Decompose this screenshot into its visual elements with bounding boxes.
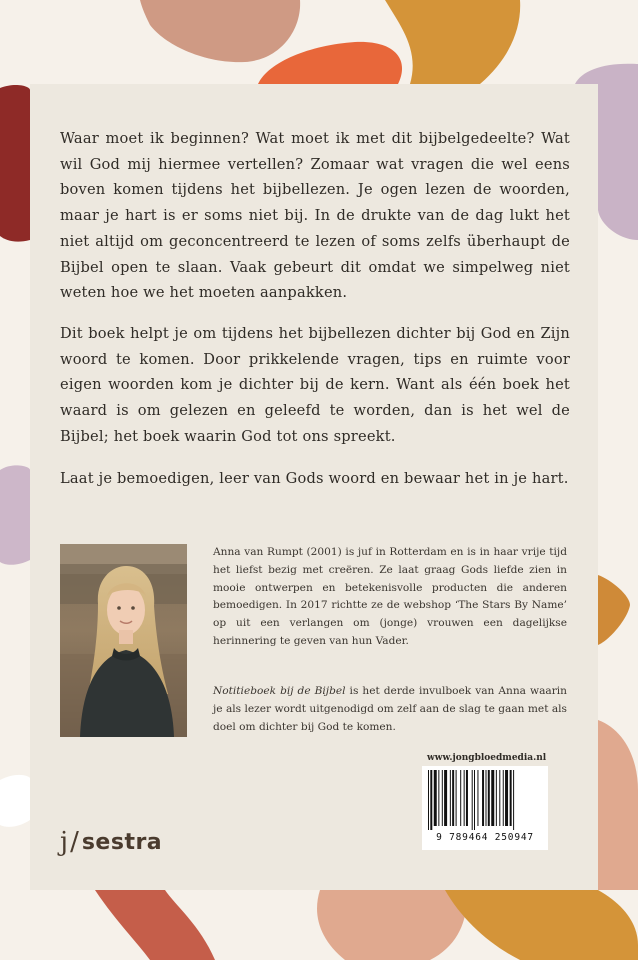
shape-brick-bottom	[95, 890, 215, 960]
intro-paragraph-3: Laat je bemoedigen, leer van Gods woord en bewaar het in je hart.	[60, 470, 569, 487]
barcode-bar	[488, 770, 490, 826]
author-photo	[60, 544, 187, 737]
barcode-bar	[472, 770, 473, 830]
barcode-bar	[428, 770, 429, 830]
barcode-bar	[513, 770, 514, 830]
barcode-bar	[450, 770, 451, 826]
intro-paragraph-1: Waar moet ik beginnen? Wat moet ik met dit bijbelgedeelte? Wat wil God mij hiermee vertellen? Zomaar wat vragen die wel eens boven komen tijdens het bijbellezen. Je ogen lezen de woorden, maar je hart is er soms niet bij. In de drukte van de dag lukt het niet altijd om geconcentreerd te lezen of soms zelfs überhaupt de Bijbel open te slaan. Vaak gebeurt dit omdat we simpelweg niet weten hoe we het moeten aanpakken.	[60, 130, 570, 302]
barcode-bar	[442, 770, 443, 826]
publisher-logo-mark: j	[60, 827, 69, 857]
barcode-bar	[491, 770, 494, 826]
barcode-bar	[460, 770, 461, 826]
shape-ochre-bottom	[445, 890, 638, 960]
barcode-bar	[452, 770, 454, 826]
intro-paragraph-2: Dit boek helpt je om tijdens het bijbellezen dichter bij God en Zijn woord te komen. Door prikkelende vragen, tips en ruimte voor eigen woorden kom je dichter bij de kern. Want als één boek het waard is om gelezen en geleefd te worden, dan is het wel de Bijbel; het boek waarin God tot ons spreekt.	[60, 325, 570, 445]
barcode-bar	[505, 770, 508, 826]
book-description	[213, 683, 567, 736]
shape-peach-bottom	[317, 890, 466, 960]
barcode-bars	[426, 770, 544, 830]
publisher-name: sestra	[81, 829, 163, 855]
barcode-bar	[510, 770, 512, 826]
barcode-bar	[444, 770, 447, 826]
barcode-bar	[496, 770, 497, 826]
publisher-logo	[60, 822, 162, 862]
barcode-bar	[503, 770, 504, 826]
book-title: Notitieboek bij de Bijbel	[213, 685, 346, 697]
shape-red-left	[0, 85, 30, 242]
shape-peach-top	[140, 0, 300, 62]
book-description-text: is het derde invulboek van Anna waarin je als lezer wordt uitgenodigd om zelf aan de slag te gaan met als doel om dichter bij God te komen.	[213, 685, 567, 733]
barcode-bar	[464, 770, 465, 826]
isbn-barcode	[422, 766, 548, 850]
barcode-bar	[430, 770, 432, 830]
barcode-bar	[434, 770, 437, 826]
author-bio: Anna van Rumpt (2001) is juf in Rotterdam en is in haar vrije tijd het liefst bezig met creëren. Ze laat graag Gods liefde zien in mooie ontwerpen en betekenisvolle producten die anderen bemoedigen. In 2017 richtte ze de webshop ‘The Stars By Name’ op uit een verlangen om (jonge) vrouwen een dagelijkse herinnering te geven van hun Vader.	[213, 546, 567, 647]
barcode-bar	[474, 770, 475, 830]
text-panel	[30, 84, 598, 890]
barcode-bar	[466, 770, 468, 826]
isbn-number: 9 789464 250947	[436, 832, 534, 843]
shape-peach-right	[598, 720, 638, 890]
barcode-bar	[499, 770, 500, 826]
logo-slash: /	[70, 827, 79, 857]
shape-ochre-top	[385, 0, 520, 84]
shape-white-left	[0, 775, 30, 827]
barcode-bar	[486, 770, 487, 826]
shape-lilac-left	[0, 465, 30, 564]
publisher-website: www.jongbloedmedia.nl	[427, 753, 547, 763]
shape-ochre-right	[598, 575, 630, 645]
barcode-bar	[438, 770, 439, 826]
barcode-bar	[456, 770, 457, 826]
barcode-bar	[477, 770, 478, 826]
barcode-bar	[482, 770, 484, 826]
